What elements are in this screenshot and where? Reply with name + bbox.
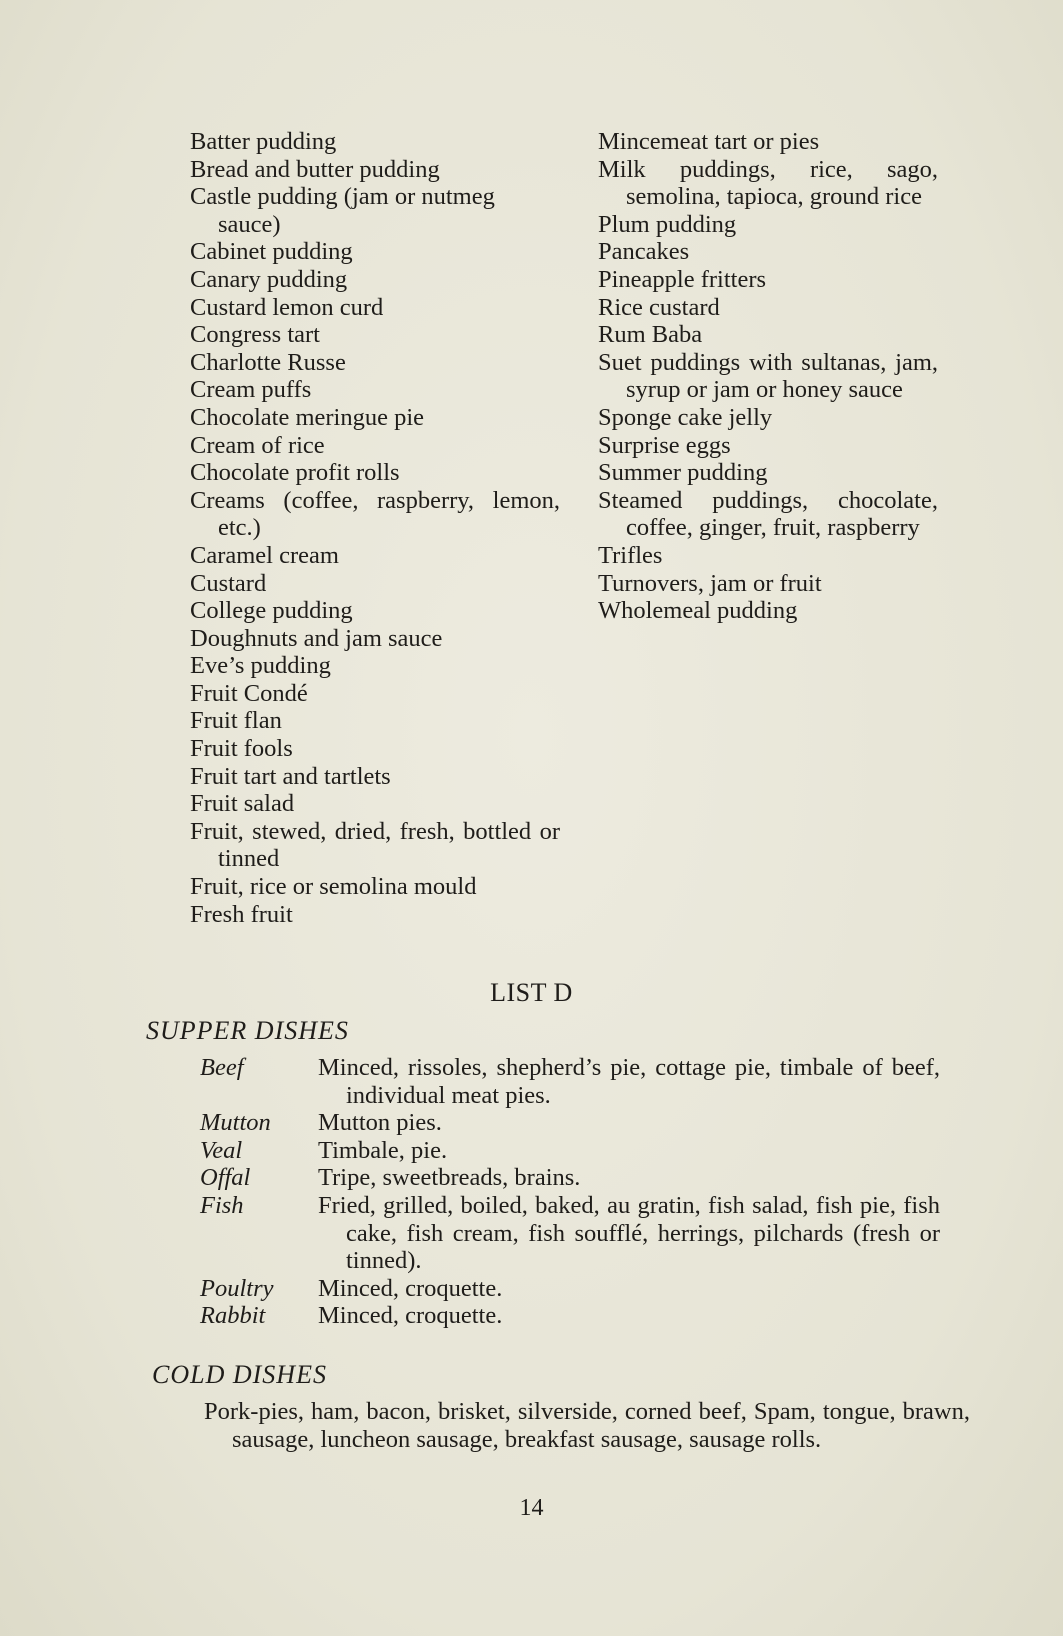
list-item: Plum pudding (598, 210, 737, 238)
pudding-list-left (190, 128, 560, 928)
list-item: Doughnuts and jam sauce (190, 624, 443, 652)
dish-category: Offal (200, 1164, 251, 1192)
dish-description: Minced, croquette. (318, 1274, 503, 1302)
dish-row (200, 1137, 940, 1165)
list-item: Trifles (598, 541, 663, 569)
dish-description: Minced, croquette. (318, 1302, 503, 1330)
list-item: Fruit fools (190, 735, 293, 763)
list-item: Chocolate profit rolls (190, 459, 400, 487)
list-item: Rum Baba (598, 321, 703, 349)
list-item: College pudding (190, 597, 353, 625)
dish-description: Minced, rissoles, shepherd’s pie, cottage pie, timbale of beef, individual meat pies. (318, 1054, 940, 1109)
dish-category: Veal (200, 1136, 243, 1164)
supper-dishes-heading: SUPPER DISHES (146, 1016, 349, 1045)
list-item: Batter pudding (190, 128, 337, 155)
list-item: Fruit, stewed, dried, fresh, bottled or tinned (190, 817, 560, 873)
list-item: Custard (190, 569, 267, 597)
list-item: Cream puffs (190, 376, 312, 404)
dish-category: Mutton (200, 1109, 271, 1137)
list-item: Fruit tart and tartlets (190, 762, 391, 790)
list-item: Creams (coffee, raspberry, lemon, etc.) (190, 486, 560, 542)
supper-dishes-table (200, 1054, 940, 1330)
list-item: Fruit salad (190, 790, 295, 818)
dish-row (200, 1192, 940, 1275)
dish-description: Mutton pies. (318, 1109, 442, 1137)
list-item: Eve’s pudding (190, 652, 331, 680)
list-item: Fruit, rice or semolina mould (190, 873, 477, 901)
list-item: Fruit Condé (190, 679, 308, 707)
dish-description: Fried, grilled, boiled, baked, au gratin, fish salad, fish pie, fish cake, fish cream, fish soufflé, herrings, pilchards (fresh or tinned). (318, 1191, 940, 1275)
list-item: Bread and butter pudding (190, 155, 440, 183)
dish-category: Poultry (200, 1274, 274, 1302)
list-item: Fruit flan (190, 707, 282, 735)
list-item: Rice custard (598, 293, 720, 321)
dish-row (200, 1302, 940, 1330)
list-item: Charlotte Russe (190, 348, 346, 376)
dish-category: Rabbit (200, 1302, 266, 1330)
list-item: Cabinet pudding (190, 238, 353, 266)
list-item: Pineapple fritters (598, 265, 767, 293)
list-item: Pancakes (598, 238, 690, 266)
list-item: Cream of rice (190, 431, 325, 459)
list-item: Milk puddings, rice, sago, semolina, tapioca, ground rice (598, 155, 938, 211)
list-title: LIST D (490, 978, 573, 1007)
dish-row (200, 1275, 940, 1303)
dish-row (200, 1109, 940, 1137)
list-item: Surprise eggs (598, 431, 731, 459)
list-item: Wholemeal pudding (598, 597, 798, 625)
dish-description: Tripe, sweetbreads, brains. (318, 1164, 581, 1192)
cold-dishes-text: Pork-pies, ham, bacon, brisket, silverside, corned beef, Spam, tongue, brawn, sausage, luncheon sausage, breakfast sausage, sausage rolls. (204, 1398, 970, 1453)
list-item: Fresh fruit (190, 900, 293, 928)
dish-category: Fish (200, 1191, 244, 1219)
dish-row (200, 1164, 940, 1192)
list-item: Suet puddings with sultanas, jam, syrup or jam or honey sauce (598, 348, 938, 404)
page-number: 14 (519, 1495, 544, 1521)
cold-dishes-heading: COLD DISHES (152, 1360, 327, 1389)
list-item: Steamed puddings, chocolate, coffee, ginger, fruit, raspberry (598, 486, 938, 542)
list-item: Caramel cream (190, 541, 339, 569)
dish-row (200, 1054, 940, 1109)
dish-description: Timbale, pie. (318, 1136, 448, 1164)
list-item: Chocolate meringue pie (190, 403, 425, 431)
dish-category: Beef (200, 1054, 244, 1081)
list-item: Mincemeat tart or pies (598, 128, 820, 155)
list-item: Congress tart (190, 321, 320, 349)
list-item: Summer pudding (598, 459, 768, 487)
list-item: Canary pudding (190, 265, 348, 293)
list-item: Turnovers, jam or fruit (598, 569, 822, 597)
list-item: Sponge cake jelly (598, 403, 773, 431)
list-item: Castle pudding (jam or nutmeg sauce) (190, 183, 495, 238)
pudding-list-right (598, 128, 938, 625)
list-item: Custard lemon curd (190, 293, 384, 321)
